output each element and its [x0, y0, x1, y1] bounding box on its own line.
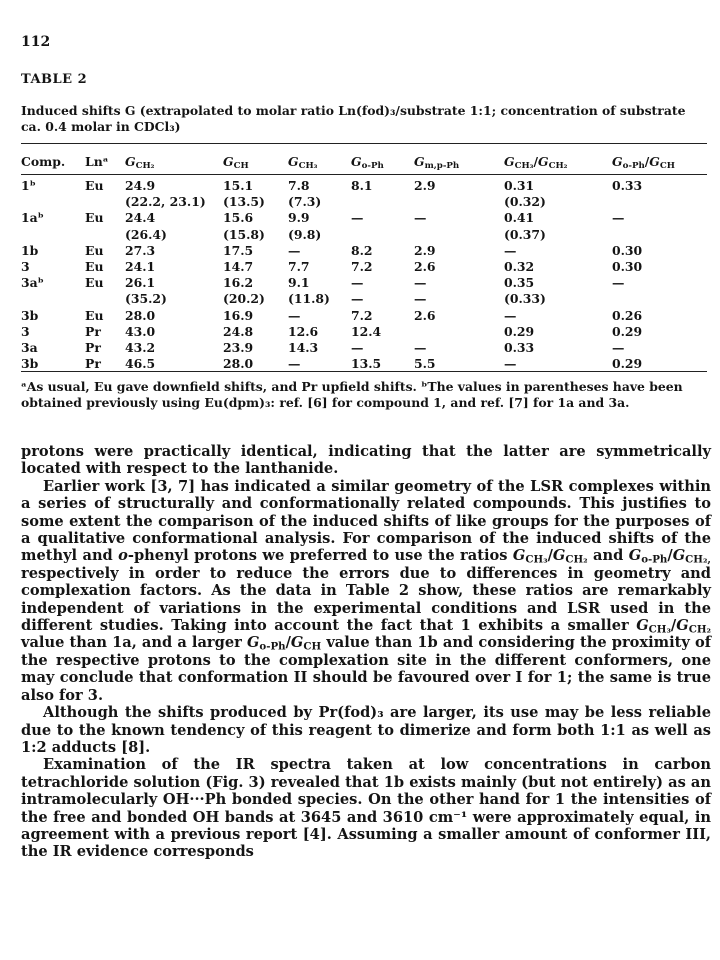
- table-cell: 17.5: [223, 242, 254, 258]
- table-cell: 43.2: [125, 340, 156, 356]
- table-row: [21, 275, 710, 291]
- table-cell: 27.3: [125, 242, 156, 258]
- table-cell: 2.9: [414, 178, 436, 193]
- table-cell: 24.8: [223, 323, 254, 339]
- table-cell: [85, 291, 125, 307]
- table-cell: —: [504, 242, 517, 258]
- table-cell: —: [288, 356, 301, 372]
- table-cell: 15.1: [223, 178, 254, 193]
- table-cell: 9.9: [288, 210, 310, 226]
- table-cell: 3aᵇ: [21, 275, 44, 291]
- table-cell: (0.32): [504, 194, 546, 210]
- table-row: [21, 174, 710, 194]
- table-cell: 43.0: [125, 323, 156, 339]
- table-cell: 16.9: [223, 307, 254, 323]
- table-cell: [21, 291, 85, 307]
- table-cell: 7.7: [288, 259, 310, 275]
- table-cell: 3b: [21, 307, 39, 323]
- table-top-rule: [21, 143, 707, 144]
- column-header: $G_{o‑Ph}$: [351, 153, 384, 172]
- table-cell: —: [612, 275, 625, 291]
- table-cell: [85, 227, 125, 243]
- table-cell: —: [351, 340, 364, 356]
- table-cell: [351, 227, 414, 243]
- table-caption: Induced shifts G (extrapolated to molar ratio Ln(fod)₃/substrate 1:1; concentration of substrate ca. 0.4 molar in CDCl₃): [21, 103, 686, 134]
- table-cell: (7.3): [288, 194, 322, 210]
- table-cell: [21, 227, 85, 243]
- body-paragraph: protons were practically identical, indicating that the latter are symmetrically located with respect to the lanthanide.: [21, 443, 711, 478]
- column-header: $G_{CH}$: [223, 153, 249, 172]
- table-cell: 3a: [21, 340, 38, 356]
- table-cell: 8.2: [351, 242, 373, 258]
- table-cell: 7.2: [351, 259, 373, 275]
- table-cell: (15.8): [223, 226, 265, 242]
- table-cell: 0.32: [504, 259, 535, 275]
- page-number: 112: [21, 34, 51, 50]
- table-cell: 2.6: [414, 307, 436, 323]
- table-cell: 0.30: [612, 259, 643, 275]
- table-cell: [351, 194, 414, 210]
- table-cell: 2.9: [414, 242, 436, 258]
- table-cell: —: [414, 340, 427, 356]
- column-header: Lnᵃ: [85, 153, 109, 169]
- table-cell: [612, 291, 710, 307]
- table-cell: Eu: [85, 307, 104, 323]
- table-cell: 3: [21, 259, 30, 275]
- table-row: [21, 227, 710, 243]
- table-cell: —: [351, 291, 364, 307]
- table-cell: Pr: [85, 340, 101, 356]
- table-cell: 0.29: [504, 323, 535, 339]
- table-cell: —: [612, 210, 625, 226]
- table-cell: (20.2): [223, 291, 265, 307]
- table-cell: —: [414, 291, 427, 307]
- table-cell: —: [414, 275, 427, 291]
- table-footnote: ᵃAs usual, Eu gave downfield shifts, and Pr upfield shifts. ᵇThe values in parentheses have been obtained previously using Eu(dpm)₃: ref. [6] for compound 1, and ref. [7] for 1a and 3a.: [21, 379, 683, 410]
- table-row: [21, 356, 710, 372]
- table-cell: [85, 194, 125, 210]
- table-cell: (11.8): [288, 291, 330, 307]
- column-header: $G_{m,p‑Ph}$: [414, 153, 460, 172]
- table-row: [21, 324, 710, 340]
- table-cell: (0.37): [504, 226, 546, 242]
- table-cell: [414, 227, 504, 243]
- table-cell: Pr: [85, 356, 101, 372]
- table-cell: 46.5: [125, 356, 156, 372]
- table-cell: [414, 194, 504, 210]
- table-cell: Eu: [85, 178, 104, 193]
- table-cell: 9.1: [288, 275, 310, 291]
- table-cell: 1b: [21, 242, 39, 258]
- body-text: [21, 443, 711, 861]
- table-cell: [21, 194, 85, 210]
- body-paragraph: Earlier work [3, 7] has indicated a similar geometry of the LSR complexes within a series of structurally and conformationally related compounds. This justifies to some extent the comparison of the induced shifts of like groups for the purposes of a qualitative conformational analysis. For comparison of the induced shifts of the methyl and o-phenyl protons we preferred to use the ratios $G_{CH_3}/G_{CH_2}$ and $G_{o‑Ph}/G_{CH_2,}$ respectively in order to reduce the errors due to differences in geometry and complexation factors. As the data in Table 2 show, these ratios are remarkably independent of variations in the experimental conditions and LSR used in the different studies. Taking into account the fact that 1 exhibits a smaller $G_{CH_3}/G_{CH_2}$ value than 1a, and a larger $G_{o‑Ph}/G_{CH}$ value than 1b and considering the proximity of the respective protons to the complexation site in the different conformers, one may conclude that conformation II should be favoured over I for 1; the same is true also for 3.: [21, 477, 711, 704]
- table-cell: (9.8): [288, 226, 322, 242]
- table-cell: (26.4): [125, 226, 167, 242]
- column-header: $G_{CH_3}$: [288, 153, 318, 172]
- table-row: [21, 259, 710, 275]
- table-cell: —: [351, 210, 364, 226]
- table-cell: (0.33): [504, 291, 546, 307]
- table-label: TABLE 2: [21, 72, 88, 87]
- table-cell: 0.31: [504, 178, 535, 193]
- table-row: [21, 210, 710, 226]
- table-cell: Eu: [85, 210, 104, 226]
- body-paragraph: Examination of the IR spectra taken at low concentrations in carbon tetrachloride solution (Fig. 3) revealed that 1b exists mainly (but not entirely) as an intramolecularly OH···Ph bonded species. On the other hand for 1 the intensities of the free and bonded OH bands at 3645 and 3610 cm⁻¹ were approximately equal, in agreement with a previous report [4]. Assuming a smaller amount of conformer III, the IR evidence corresponds: [21, 756, 711, 861]
- table-cell: 12.6: [288, 323, 319, 339]
- table-row: [21, 243, 710, 259]
- table-cell: 16.2: [223, 275, 254, 291]
- table-row: [21, 308, 710, 324]
- table-cell: —: [504, 356, 517, 372]
- table-cell: 0.30: [612, 242, 643, 258]
- table-cell: (35.2): [125, 291, 167, 307]
- table-cell: —: [288, 242, 301, 258]
- column-header: $G_{CH_2}$: [125, 153, 155, 172]
- table-cell: —: [504, 307, 517, 323]
- table-cell: 3: [21, 323, 30, 339]
- table-cell: 7.8: [288, 178, 310, 193]
- column-header: $G_{o‑Ph}/G_{CH}$: [612, 153, 675, 172]
- table-cell: 23.9: [223, 340, 254, 356]
- table-cell: 0.33: [504, 340, 535, 356]
- table-cell: [612, 194, 710, 210]
- column-header: $G_{CH_3}/G_{CH_2}$: [504, 153, 568, 172]
- table-cell: Eu: [85, 259, 104, 275]
- body-paragraph: Although the shifts produced by Pr(fod)₃ are larger, its use may be less reliable due to the known tendency of this reagent to dimerize and form both 1:1 as well as 1:2 adducts [8].: [21, 704, 711, 756]
- table-cell: 0.29: [612, 323, 643, 339]
- table-cell: [612, 227, 710, 243]
- table-cell: 1aᵇ: [21, 210, 44, 226]
- table-cell: 0.29: [612, 356, 643, 372]
- table-cell: 0.33: [612, 178, 643, 193]
- table-cell: 28.0: [223, 356, 254, 372]
- table-cell: 15.6: [223, 210, 254, 226]
- table-cell: —: [612, 340, 625, 356]
- table-cell: 0.35: [504, 275, 535, 291]
- table-cell: 2.6: [414, 259, 436, 275]
- table-cell: Eu: [85, 242, 104, 258]
- table-cell: —: [288, 307, 301, 323]
- table-cell: (22.2, 23.1): [125, 194, 206, 210]
- table-cell: 24.1: [125, 259, 156, 275]
- table-cell: 5.5: [414, 356, 436, 372]
- table-cell: 24.4: [125, 210, 156, 226]
- table-row: [21, 291, 710, 307]
- table-cell: 7.2: [351, 307, 373, 323]
- table-row: [21, 340, 710, 356]
- table-cell: Pr: [85, 323, 101, 339]
- table-cell: 1ᵇ: [21, 178, 36, 193]
- table-cell: 28.0: [125, 307, 156, 323]
- table-cell: (13.5): [223, 194, 265, 210]
- table-cell: 14.7: [223, 259, 254, 275]
- table-cell: 13.5: [351, 356, 382, 372]
- table-cell: 3b: [21, 356, 39, 372]
- induced-shifts-table: [21, 150, 710, 372]
- table-cell: [414, 324, 504, 340]
- table-cell: —: [414, 210, 427, 226]
- table-cell: 12.4: [351, 323, 382, 339]
- table-cell: Eu: [85, 275, 104, 291]
- table-cell: —: [351, 275, 364, 291]
- table-cell: 24.9: [125, 178, 156, 193]
- column-header: Comp.: [21, 153, 66, 169]
- table-body: [21, 174, 710, 372]
- table-cell: 0.41: [504, 210, 535, 226]
- table-cell: 8.1: [351, 178, 373, 193]
- table-header: [21, 150, 710, 174]
- table-cell: 0.26: [612, 307, 643, 323]
- table-row: [21, 194, 710, 210]
- table-cell: 14.3: [288, 340, 319, 356]
- table-cell: 26.1: [125, 275, 156, 291]
